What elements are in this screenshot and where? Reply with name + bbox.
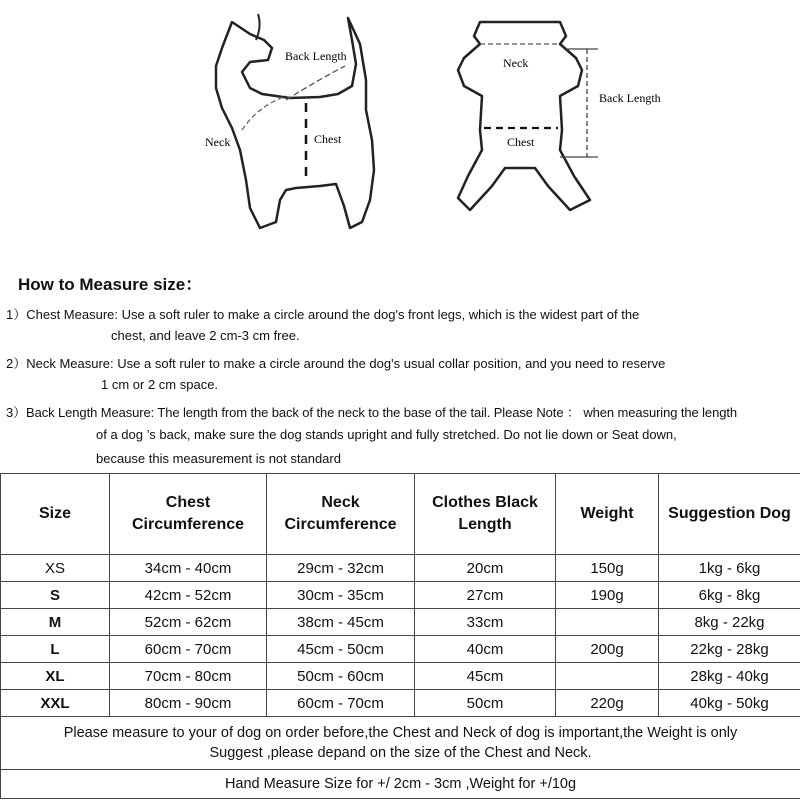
size-cell: XL — [1, 663, 110, 690]
length-cell: 27cm — [415, 582, 556, 609]
left-chest-label: Chest — [314, 132, 342, 146]
right-chest-label: Chest — [507, 135, 535, 149]
neck-cell: 30cm - 35cm — [267, 582, 415, 609]
chest-cell: 42cm - 52cm — [110, 582, 267, 609]
hand-measure-row — [1, 770, 800, 799]
table-row — [1, 582, 800, 609]
right-back-length-label: Back Length — [599, 91, 661, 105]
chest-cell: 52cm - 62cm — [110, 609, 267, 636]
right-neck-label: Neck — [503, 56, 529, 70]
left-neck-label: Neck — [205, 135, 231, 149]
note-line-2: Suggest ,please depand on the size of the Chest and Neck. — [209, 745, 592, 761]
dog-weight-cell: 22kg - 28kg — [659, 636, 800, 663]
size-cell: XS — [1, 555, 110, 582]
guide-heading: How to Measure size： — [18, 275, 203, 294]
neck-cell: 29cm - 32cm — [267, 555, 415, 582]
weight-header: Weight — [556, 474, 659, 555]
size-header: Size — [1, 474, 110, 555]
neck-header: Neck Circumference — [267, 474, 415, 555]
dog-weight-cell: 6kg - 8kg — [659, 582, 800, 609]
dog-weight-cell: 40kg - 50kg — [659, 690, 800, 717]
size-cell: S — [1, 582, 110, 609]
back-step-line1: 3）Back Length Measure: The length from the back of the neck to the base of the tail. Please Note ： when measuring the length — [6, 405, 737, 420]
back-step-line3: because this measurement is not standard — [96, 451, 341, 466]
length-cell: 45cm — [415, 663, 556, 690]
neck-step-line1: 2）Neck Measure: Use a soft ruler to make a circle around the dog's usual collar position, and you need to reserve — [6, 356, 666, 371]
size-cell: L — [1, 636, 110, 663]
note-line-1: Please measure to your of dog on order before,the Chest and Neck of dog is important,the Weight is only — [63, 725, 738, 741]
table-row — [1, 663, 800, 690]
chest-step-line1: 1）Chest Measure: Use a soft ruler to make a circle around the dog's front legs, which is the widest part of the — [6, 307, 640, 322]
table-row — [1, 690, 800, 717]
table-row — [1, 609, 800, 636]
dog-weight-cell: 1kg - 6kg — [659, 555, 800, 582]
table-header-row — [1, 474, 800, 555]
table-row — [1, 636, 800, 663]
dog-side-view-illustration — [216, 14, 374, 228]
chest-cell: 34cm - 40cm — [110, 555, 267, 582]
dog-weight-cell: 28kg - 40kg — [659, 663, 800, 690]
weight-cell: 190g — [556, 582, 659, 609]
size-chart-table — [0, 473, 800, 799]
weight-cell: 220g — [556, 690, 659, 717]
suggestion-header: Suggestion Dog — [659, 474, 800, 555]
length-cell: 33cm — [415, 609, 556, 636]
chest-cell: 80cm - 90cm — [110, 690, 267, 717]
length-header: Clothes Black Length — [415, 474, 556, 555]
chest-cell: 70cm - 80cm — [110, 663, 267, 690]
hand-measure-note: Hand Measure Size for +/ 2cm - 3cm ,Weight for +/10g — [1, 770, 800, 799]
table-row — [1, 555, 800, 582]
left-back-length-label: Back Length — [285, 49, 347, 63]
size-cell: M — [1, 609, 110, 636]
back-step-line2: of a dog ’s back, make sure the dog stands upright and fully stretched. Do not lie down or Seat down, — [96, 427, 677, 442]
weight-cell: 200g — [556, 636, 659, 663]
length-cell: 20cm — [415, 555, 556, 582]
measurement-diagram — [0, 0, 800, 260]
length-cell: 40cm — [415, 636, 556, 663]
dog-weight-cell: 8kg - 22kg — [659, 609, 800, 636]
dog-top-view-illustration — [458, 22, 590, 210]
size-cell: XXL — [1, 690, 110, 717]
weight-cell — [556, 609, 659, 636]
chest-step-line2: chest, and leave 2 cm-3 cm free. — [111, 328, 300, 343]
note-row — [1, 717, 800, 770]
length-cell: 50cm — [415, 690, 556, 717]
neck-cell: 38cm - 45cm — [267, 609, 415, 636]
chest-cell: 60cm - 70cm — [110, 636, 267, 663]
neck-cell: 60cm - 70cm — [267, 690, 415, 717]
neck-line — [242, 96, 286, 130]
measurement-note — [1, 717, 800, 770]
weight-cell: 150g — [556, 555, 659, 582]
neck-cell: 50cm - 60cm — [267, 663, 415, 690]
neck-step-line2: 1 cm or 2 cm space. — [101, 377, 219, 392]
chest-header: Chest Circumference — [110, 474, 267, 555]
weight-cell — [556, 663, 659, 690]
neck-cell: 45cm - 50cm — [267, 636, 415, 663]
